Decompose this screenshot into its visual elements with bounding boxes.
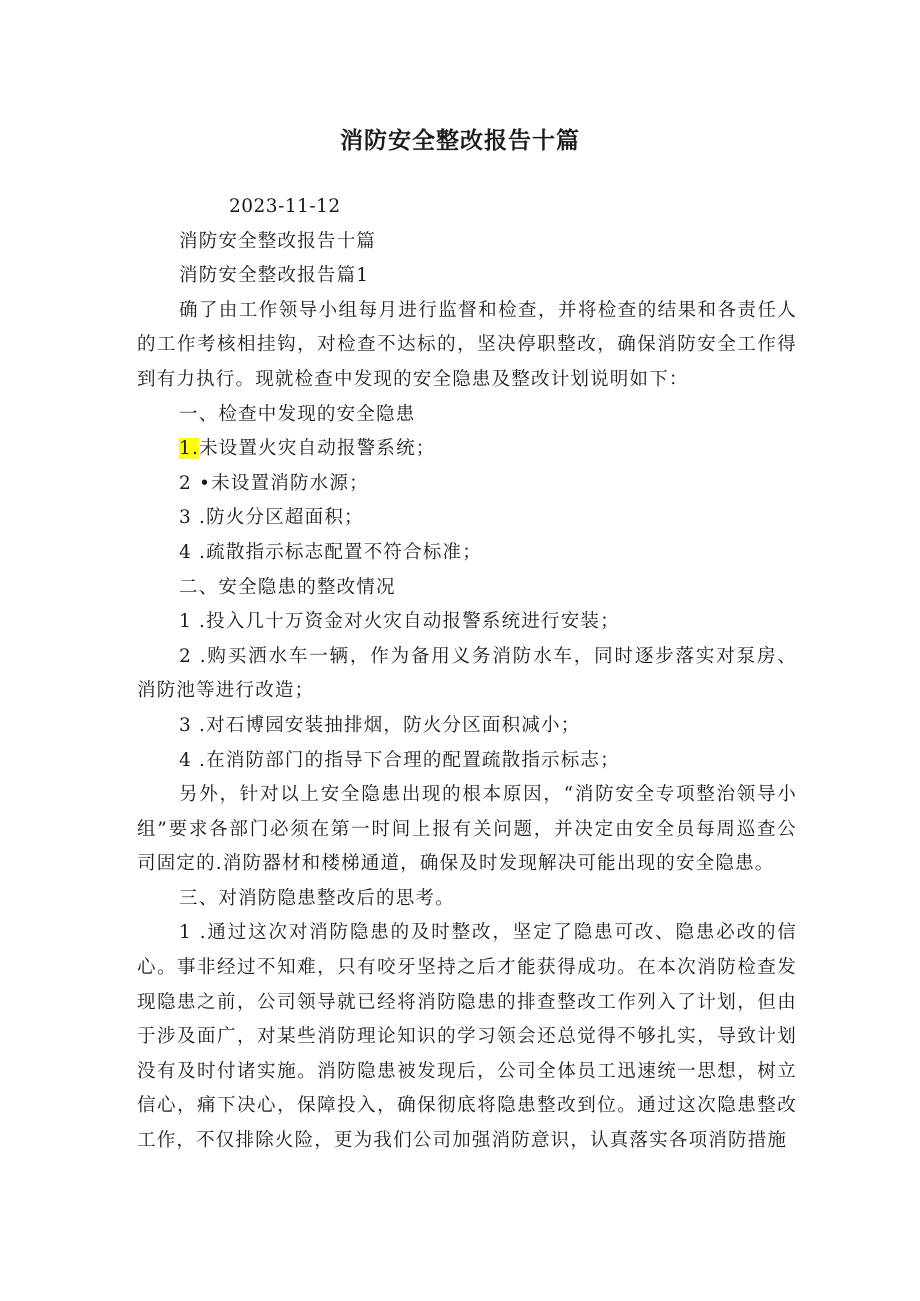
- document-title: 消防安全整改报告十篇: [340, 128, 580, 154]
- document-body: [137, 190, 797, 1159]
- heading-hazards: 一、检查中发现的安全隐患: [179, 403, 416, 425]
- hazard-item-1: [137, 432, 797, 467]
- reflection-paragraph: 1 .通过这次对消防隐患的及时整改，坚定了隐患可改、隐患必改的信心。事非经过不知难，只有咬牙坚持之后才能获得成功。在本次消防检查发现隐患之前，公司领导就已经将消防隐患的排查整改工作列入了计划，但由于涉及面广，对某些消防理论知识的学习领会还总觉得不够扎实，导致计划没有及时付诸实施。消防隐患被发现后，公司全体员工迅速统一思想，树立信心，痛下决心，保障投入，确保彻底将隐患整改到位。通过这次隐患整改工作，不仅排除火险，更为我们公司加强消防意识，认真落实各项消防措施: [137, 922, 797, 1152]
- hazard-item-1-text: 未设置火灾自动报警系统；: [199, 438, 436, 460]
- hazard-item-4: 4 .疏散指示标志配置不符合标准；: [179, 541, 482, 563]
- heading-fixes: 二、安全隐患的整改情况: [179, 576, 396, 598]
- section-title: 消防安全整改报告篇1: [179, 265, 370, 287]
- fix-item-2: 2 .购买洒水车一辆，作为备用义务消防水车，同时逐步落实对泵房、消防池等进行改造；: [137, 645, 797, 702]
- document-date: 2023-11-12: [229, 196, 341, 217]
- intro-paragraph: 确了由工作领导小组每月进行监督和检查，并将检查的结果和各责任人的工作考核相挂钩，对检查不达标的，坚决停职整改，确保消防安全工作得到有力执行。现就检查中发现的安全隐患及整改计划说明如下：: [137, 299, 797, 390]
- highlight-marker: 1.: [179, 438, 200, 460]
- hazard-item-3: 3 .防火分区超面积；: [179, 507, 364, 529]
- fix-item-1: 1 .投入几十万资金对火灾自动报警系统进行安装；: [179, 611, 620, 633]
- heading-reflection: 三、对消防隐患整改后的思考。: [179, 887, 455, 909]
- document-subtitle: 消防安全整改报告十篇: [179, 230, 377, 252]
- fix-item-4: 4 .在消防部门的指导下合理的配置疏散指示标志；: [179, 749, 620, 771]
- fix-item-3: 3 .对石博园安装抽排烟，防火分区面积减小；: [179, 714, 581, 736]
- additional-paragraph: 另外，针对以上安全隐患出现的根本原因，“消防安全专项整治领导小组”要求各部门必须在第一时间上报有关问题，并决定由安全员每周巡查公司固定的.消防器材和楼梯通道，确保及时发现解决可能出现的安全隐患。: [137, 784, 797, 875]
- hazard-item-2: 2 •未设置消防水源；: [179, 472, 369, 494]
